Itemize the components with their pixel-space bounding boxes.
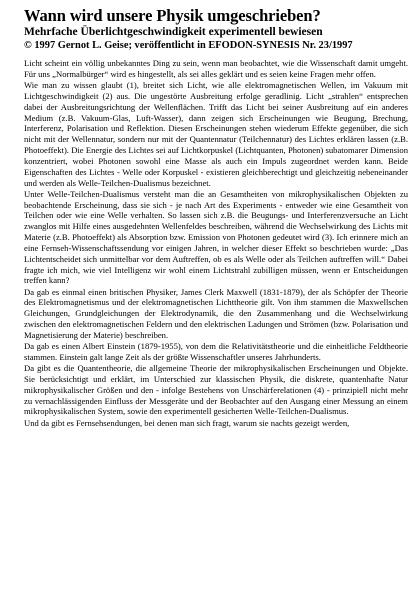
article-title: Wann wird unsere Physik umgeschrieben?	[24, 6, 321, 25]
article-header	[24, 6, 408, 52]
body-paragraph: Da gab es einen Albert Einstein (1879-1955), von dem die Relativitätstheorie und die einheitliche Feldtheorie stammen. Einstein galt lange Zeit als der größte Wissenschaftler unseres Jahrhunderts.	[24, 341, 408, 362]
article-body	[24, 58, 408, 428]
body-paragraph: Und da gibt es Fernsehsendungen, bei denen man sich fragt, warum sie nachts gezeigt werden,	[24, 417, 350, 428]
copyright-citation: © 1997 Gernot L. Geise; veröffentlicht in EFODON-SYNESIS Nr. 23/1997	[24, 40, 353, 51]
body-paragraph: Licht scheint ein völlig unbekanntes Ding zu sein, wenn man beobachtet, wie die Wissenschaft damit umgeht. Für uns „Normalbürger“ wird es hingestellt, als sei alles geklärt und es seien keine Fragen mehr offen.	[24, 58, 408, 79]
article-subtitle: Mehrfache Überlichtgeschwindigkeit experimentell bewiesen	[24, 26, 323, 38]
body-paragraph: Da gibt es die Quantentheorie, die allgemeine Theorie der mikrophysikalischen Erscheinungen und Objekte. Sie berücksichtigt und erklärt, im Unterschied zur klassischen Physik, die diskrete, quantenhafte Natur mikrophysikalischer Größen und den - infolge Bestehens von Unschärferelationen (4) - prinzipiell nicht mehr zu vernachlässigenden Einfluss der Messgeräte und der Beobachter auf den Ausgang einer Messung an einem mikrophysikalischen System, sowie den experimentell gesicherten Welle-Teilchen-Dualismus.	[24, 363, 408, 417]
body-paragraph: Unter Welle-Teilchen-Dualismus versteht man die an Gesamtheiten von mikrophysikalischen Objekten zu beobachtende Erscheinung, dass sie sich - je nach Art des Experiments - entweder wie eine Gesamtheit von Teilchen oder wie eine Welle verhalten. So lassen sich z.B. die Beugungs- und Interferenzversuche an Licht zwanglos mit Hilfe eines ausgedehnten Wellenfeldes beschreiben, während die Wechselwirkung des Lichts mit Materie (z.B. Photoeffekt) als Absorption bzw. Emission von Photonen gedeutet wird (3). Ich erinnere mich an eine Fernseh-Wissenschaftssendung vor einigen Jahren, in welcher dieser Effekt so beschrieben wurde: „Das Lichtentscheidet sich unmittelbar vor dem Auftreffen, ob es als Welle oder als Teilchen auftreffen will.“ Dabei fragte ich mich, wie viel Intelligenz wir wohl einem Lichtstrahl zubilligen müssen, wenn er Entscheidungen treffen kann?	[24, 188, 408, 286]
body-paragraph: Da gab es einmal einen britischen Physiker, James Clerk Maxwell (1831-1879), der als Schöpfer der Theorie des Elektromagnetismus und der elektromagnetischen Lichttheorie gilt. Von ihm stammen die Maxwellschen Gleichungen, Grundgleichungen der Elektrodynamik, die den Zusammenhang und die Wechselwirkung zwischen den elektromagnetischen Feldern und den elektrischen Ladungen und Strömen (bzw. Polarisation und Magnetisierung der Materie) beschreiben.	[24, 286, 408, 340]
body-paragraph: Wie man zu wissen glaubt (1), breitet sich Licht, wie alle elektromagnetischen Wellen, im Vakuum mit Lichtgeschwindigkeit (2) aus. Die ungestörte Ausbreitung erfolge geradlinig. Licht „strahlen“ entsprechen dabei der Ausbreitungsrichtung der Wellenflächen. Trifft das Licht bei seiner Ausbreitung auf ein anderes Medium (z.B. Vakuum-Glas, Luft-Wasser), dann zeigen sich Erscheinungen wie Beugung, Brechung, Interferenz, Polarisation und Reflektion. Diesen Erscheinungen stehen wiederum Effekte gegenüber, die sich nicht mit der Wellennatur, sondern nur mit der Quantennatur (Teilchennatur) des Lichtes erklären lassen (z.B. Photoeffekt). Die Energie des Lichtes sei auf Lichtkorpuskel (Lichtquanten, Photonen) subatomarer Dimension konzentriert, wobei Photonen sowohl eine Masse als auch ein Impuls zugeordnet werden kann. Beide Eigenschaften des Lichtes - Welle oder Korpuskel - existieren gleichberechtigt und gleichzeitig nebeneinander und werden als Welle-Teilchen-Dualismus bezeichnet.	[24, 79, 408, 188]
